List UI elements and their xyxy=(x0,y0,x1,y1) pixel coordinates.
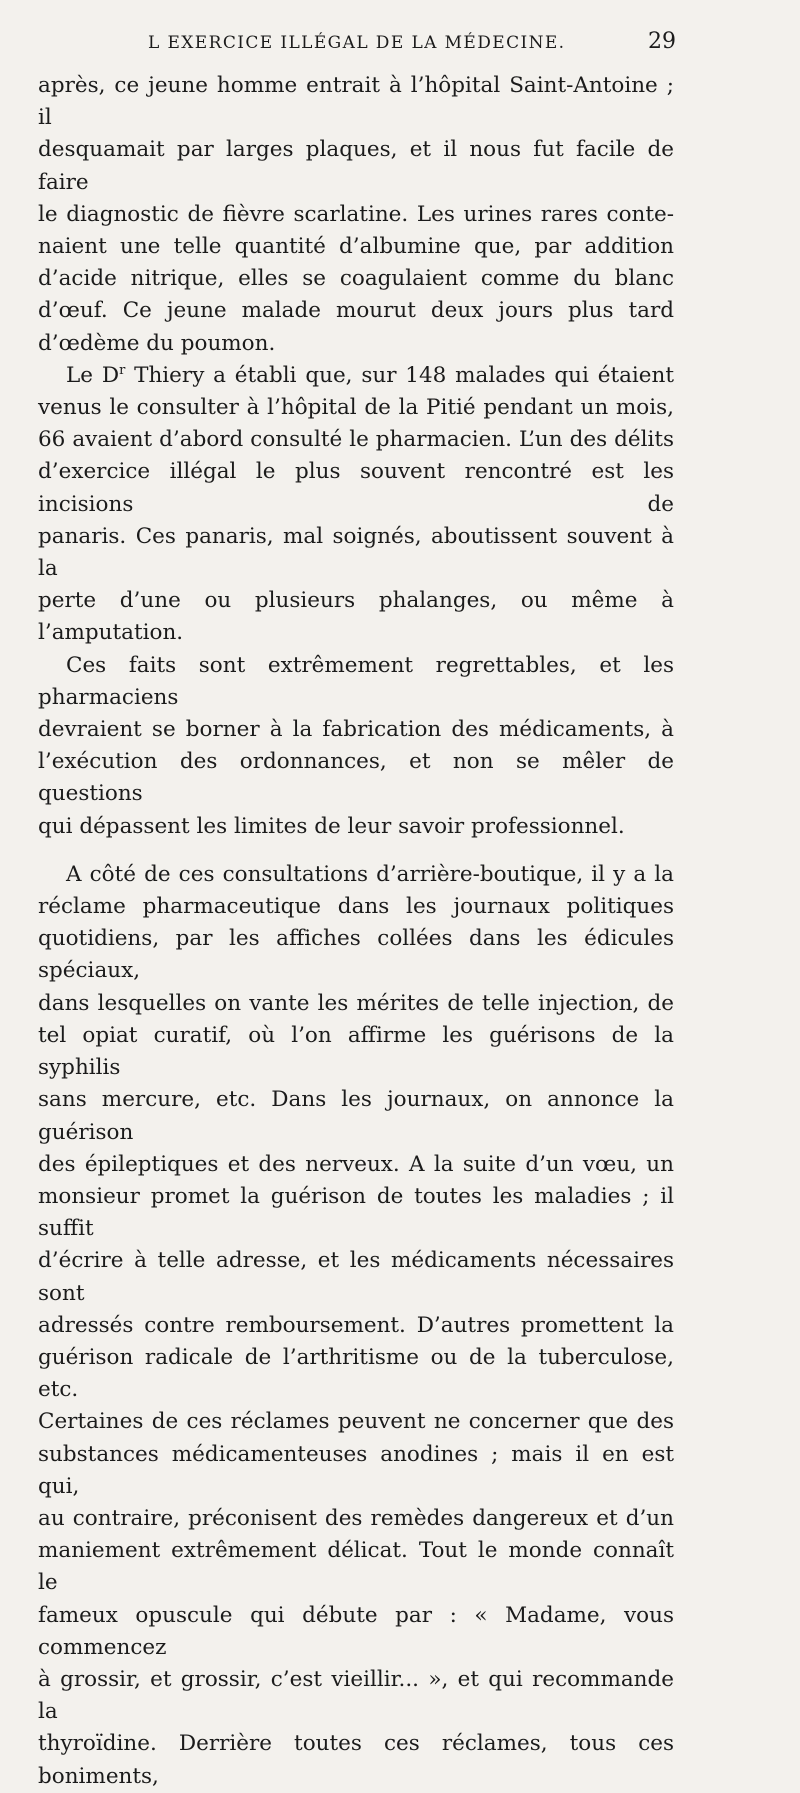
text-line: devraient se borner à la fabrication des médicaments, à xyxy=(38,717,674,743)
text-line: Ces faits sont extrêmement regrettables, et les pharmaciens xyxy=(38,652,674,710)
page-number: 29 xyxy=(648,29,676,54)
text-line: fameux opuscule qui débute par : « Madame, vous commencez xyxy=(38,1602,674,1660)
text-fragment: Thiery a établi que, sur 148 malades qui étaient xyxy=(125,362,674,388)
text-fragment: Le D xyxy=(66,362,120,388)
text-line: naient une telle quantité d’albumine que, par addition xyxy=(38,234,674,260)
body-text xyxy=(38,70,674,1793)
text-line: A côté de ces consultations d’arrière-boutique, il y a la xyxy=(66,861,674,887)
paragraph-spacer xyxy=(38,843,674,859)
paragraph-1 xyxy=(38,70,674,360)
text-line xyxy=(38,360,674,392)
text-line: maniement extrêmement délicat. Tout le monde connaît le xyxy=(38,1538,674,1596)
text-line: quotidiens, par les affiches collées dans les édicules spéciaux, xyxy=(38,926,674,984)
text-line: d’œdème du poumon. xyxy=(38,330,276,356)
text-line: Certaines de ces réclames peuvent ne concerner que des xyxy=(38,1409,674,1435)
text-line: tel opiat curatif, où l’on affirme les guérisons de la syphilis xyxy=(38,1022,674,1081)
text-line: sans mercure, etc. Dans les journaux, on annonce la guérison xyxy=(38,1087,674,1145)
text-line: panaris. Ces panaris, mal soignés, aboutissent souvent à la xyxy=(38,523,674,582)
text-line: desquamait par larges plaques, et il nous fut facile de faire xyxy=(38,137,674,195)
paragraph-2 xyxy=(38,360,674,650)
superscript: r xyxy=(119,362,126,378)
text-line: qui dépassent les limites de leur savoir professionnel. xyxy=(38,813,625,839)
text-line: venus le consulter à l’hôpital de la Pitié pendant un mois, xyxy=(38,395,674,421)
text-line: l’exécution des ordonnances, et non se mêler de questions xyxy=(38,749,674,807)
running-title: L EXERCICE ILLÉGAL DE LA MÉDECINE. xyxy=(148,33,566,53)
text-line: d’écrire à telle adresse, et les médicaments nécessaires sont xyxy=(38,1248,674,1306)
text-line: au contraire, préconisent des remèdes dangereux et d’un xyxy=(38,1505,674,1531)
text-line: le diagnostic de fièvre scarlatine. Les urines rares conte- xyxy=(38,201,674,227)
text-line: 66 avaient d’abord consulté le pharmacien. L’un des délits xyxy=(38,427,674,453)
running-header xyxy=(148,29,676,57)
text-line: d’acide nitrique, elles se coagulaient comme du blanc xyxy=(38,266,674,292)
paragraph-3 xyxy=(38,650,674,843)
text-line: réclame pharmaceutique dans les journaux politiques xyxy=(38,894,674,920)
text-line: après, ce jeune homme entrait à l’hôpital Saint-Antoine ; il xyxy=(38,73,674,131)
text-line: adressés contre remboursement. D’autres promettent la xyxy=(38,1312,674,1338)
text-line: monsieur promet la guérison de toutes les maladies ; il suffit xyxy=(38,1183,674,1242)
text-line: guérison radicale de l’arthritisme ou de la tuberculose, etc. xyxy=(38,1344,674,1403)
text-line: d’exercice illégal le plus souvent rencontré est les incisions de xyxy=(38,459,674,517)
text-line: des épileptiques et des nerveux. A la suite d’un vœu, un xyxy=(38,1151,674,1177)
text-line: à grossir, et grossir, c’est vieillir... », et qui recommande la xyxy=(38,1666,674,1725)
paragraph-4 xyxy=(38,859,674,1793)
text-line: perte d’une ou plusieurs phalanges, ou même à l’amputation. xyxy=(38,588,674,646)
text-line: dans lesquelles on vante les mérites de telle injection, de xyxy=(38,990,674,1016)
text-line: d’œuf. Ce jeune malade mourut deux jours plus tard xyxy=(38,298,674,324)
text-line: thyroïdine. Derrière toutes ces réclames, tous ces boniments, xyxy=(38,1731,674,1789)
text-line: substances médicamenteuses anodines ; mais il en est qui, xyxy=(38,1441,674,1499)
